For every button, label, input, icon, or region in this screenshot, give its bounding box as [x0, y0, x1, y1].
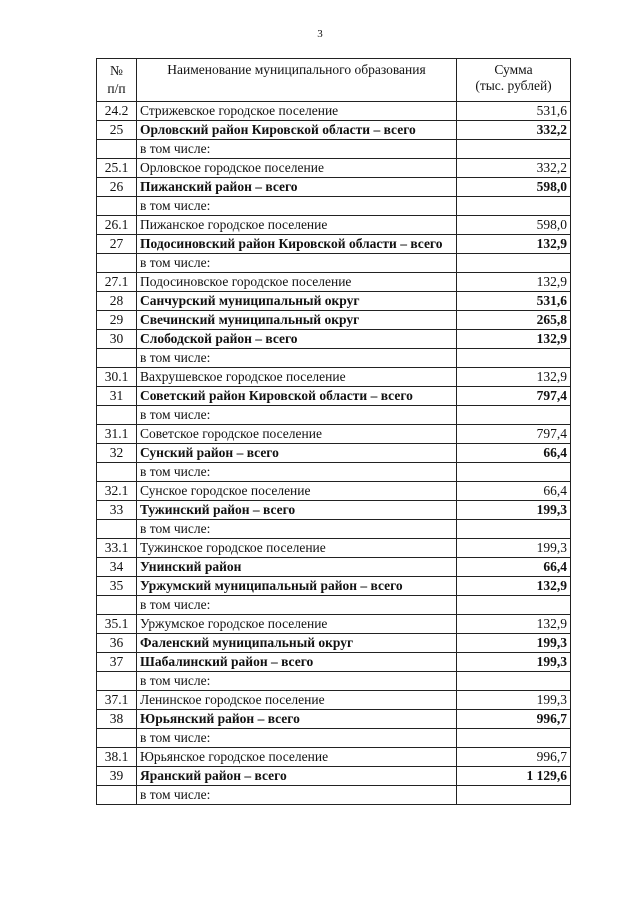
row-name: Пижанское городское поселение — [137, 216, 457, 235]
row-number — [97, 406, 137, 425]
table-row — [97, 786, 571, 805]
table-row — [97, 615, 571, 634]
row-sum — [457, 197, 571, 216]
row-number: 26.1 — [97, 216, 137, 235]
table-row — [97, 102, 571, 121]
row-sum — [457, 140, 571, 159]
row-number: 28 — [97, 292, 137, 311]
row-name: Шабалинский район – всего — [137, 653, 457, 672]
table-row — [97, 710, 571, 729]
row-name: Сунский район – всего — [137, 444, 457, 463]
row-number: 25 — [97, 121, 137, 140]
row-name: в том числе: — [137, 197, 457, 216]
table-row — [97, 216, 571, 235]
row-sum — [457, 406, 571, 425]
row-sum: 531,6 — [457, 292, 571, 311]
row-sum — [457, 672, 571, 691]
row-number: 38.1 — [97, 748, 137, 767]
row-sum — [457, 349, 571, 368]
table-header — [97, 59, 571, 102]
table-row — [97, 729, 571, 748]
row-name: Вахрушевское городское поселение — [137, 368, 457, 387]
row-number: 37.1 — [97, 691, 137, 710]
row-number: 26 — [97, 178, 137, 197]
table-row — [97, 387, 571, 406]
row-sum: 132,9 — [457, 235, 571, 254]
row-sum: 132,9 — [457, 330, 571, 349]
row-sum — [457, 463, 571, 482]
table-row — [97, 539, 571, 558]
header-name-text: Наименование муниципального образования — [167, 62, 426, 77]
row-name: в том числе: — [137, 672, 457, 691]
row-number — [97, 596, 137, 615]
row-name: Ленинское городское поселение — [137, 691, 457, 710]
table-row — [97, 691, 571, 710]
table-row — [97, 767, 571, 786]
page-number: 3 — [317, 28, 323, 40]
row-number — [97, 349, 137, 368]
row-sum: 598,0 — [457, 178, 571, 197]
row-sum: 1 129,6 — [457, 767, 571, 786]
table-row — [97, 463, 571, 482]
row-name: Подосиновский район Кировской области – всего — [137, 235, 457, 254]
row-number — [97, 520, 137, 539]
row-number: 24.2 — [97, 102, 137, 121]
table-row — [97, 121, 571, 140]
row-number: 29 — [97, 311, 137, 330]
table-row — [97, 748, 571, 767]
row-sum: 797,4 — [457, 425, 571, 444]
table-row — [97, 596, 571, 615]
row-name: Советское городское поселение — [137, 425, 457, 444]
table-row — [97, 425, 571, 444]
row-sum: 66,4 — [457, 482, 571, 501]
row-sum — [457, 729, 571, 748]
row-number — [97, 463, 137, 482]
table-row — [97, 235, 571, 254]
table-row — [97, 444, 571, 463]
row-number: 32.1 — [97, 482, 137, 501]
header-number — [97, 59, 137, 102]
row-number: 35.1 — [97, 615, 137, 634]
row-name: в том числе: — [137, 463, 457, 482]
row-sum: 265,8 — [457, 311, 571, 330]
row-sum: 199,3 — [457, 691, 571, 710]
row-name: Тужинское городское поселение — [137, 539, 457, 558]
table-row — [97, 501, 571, 520]
row-number: 33 — [97, 501, 137, 520]
row-number — [97, 672, 137, 691]
row-sum: 199,3 — [457, 634, 571, 653]
header-number-text: № п/п — [107, 63, 126, 96]
row-number: 33.1 — [97, 539, 137, 558]
table-row — [97, 368, 571, 387]
row-name: Свечинский муниципальный округ — [137, 311, 457, 330]
row-name: Унинский район — [137, 558, 457, 577]
table-row — [97, 140, 571, 159]
row-sum: 797,4 — [457, 387, 571, 406]
row-number: 31 — [97, 387, 137, 406]
row-name: Стрижевское городское поселение — [137, 102, 457, 121]
row-name: в том числе: — [137, 520, 457, 539]
table-row — [97, 520, 571, 539]
row-sum: 132,9 — [457, 368, 571, 387]
row-name: Орловское городское поселение — [137, 159, 457, 178]
row-sum — [457, 520, 571, 539]
row-sum — [457, 786, 571, 805]
table-row — [97, 178, 571, 197]
row-name: Советский район Кировской области – всего — [137, 387, 457, 406]
row-number — [97, 254, 137, 273]
row-number: 39 — [97, 767, 137, 786]
row-number — [97, 786, 137, 805]
row-name: Санчурский муниципальный округ — [137, 292, 457, 311]
row-number: 37 — [97, 653, 137, 672]
row-name: Подосиновское городское поселение — [137, 273, 457, 292]
row-name: Орловский район Кировской области – всего — [137, 121, 457, 140]
row-name: Юрьянский район – всего — [137, 710, 457, 729]
row-sum: 199,3 — [457, 653, 571, 672]
row-name: в том числе: — [137, 786, 457, 805]
header-name — [137, 59, 457, 102]
row-sum: 996,7 — [457, 748, 571, 767]
row-name: Юрьянское городское поселение — [137, 748, 457, 767]
row-name: Сунское городское поселение — [137, 482, 457, 501]
table-row — [97, 577, 571, 596]
row-number: 25.1 — [97, 159, 137, 178]
row-name: в том числе: — [137, 729, 457, 748]
row-name: в том числе: — [137, 349, 457, 368]
row-sum: 132,9 — [457, 615, 571, 634]
row-name: в том числе: — [137, 254, 457, 273]
table-row — [97, 159, 571, 178]
table-row — [97, 311, 571, 330]
row-name: Яранский район – всего — [137, 767, 457, 786]
row-sum: 598,0 — [457, 216, 571, 235]
row-name: в том числе: — [137, 596, 457, 615]
row-number: 30 — [97, 330, 137, 349]
row-name: Тужинский район – всего — [137, 501, 457, 520]
row-sum: 132,9 — [457, 577, 571, 596]
table-row — [97, 653, 571, 672]
table-row — [97, 406, 571, 425]
row-sum: 332,2 — [457, 121, 571, 140]
table-row — [97, 292, 571, 311]
row-number: 32 — [97, 444, 137, 463]
header-sum-text: Сумма (тыс. рублей) — [475, 62, 552, 93]
row-number: 36 — [97, 634, 137, 653]
row-sum: 132,9 — [457, 273, 571, 292]
table-row — [97, 558, 571, 577]
row-name: в том числе: — [137, 140, 457, 159]
table-row — [97, 349, 571, 368]
row-number — [97, 729, 137, 748]
row-sum — [457, 596, 571, 615]
table-row — [97, 254, 571, 273]
row-number: 31.1 — [97, 425, 137, 444]
row-number: 35 — [97, 577, 137, 596]
row-sum — [457, 254, 571, 273]
row-number: 34 — [97, 558, 137, 577]
row-sum: 199,3 — [457, 539, 571, 558]
row-number: 27 — [97, 235, 137, 254]
header-row — [97, 59, 571, 102]
row-sum: 66,4 — [457, 558, 571, 577]
municipal-sums-table — [96, 58, 571, 805]
row-number: 38 — [97, 710, 137, 729]
row-number: 27.1 — [97, 273, 137, 292]
row-name: Уржумское городское поселение — [137, 615, 457, 634]
table-row — [97, 197, 571, 216]
table-row — [97, 482, 571, 501]
table-row — [97, 330, 571, 349]
row-sum: 66,4 — [457, 444, 571, 463]
row-number — [97, 197, 137, 216]
row-name: Пижанский район – всего — [137, 178, 457, 197]
row-name: Уржумский муниципальный район – всего — [137, 577, 457, 596]
table-row — [97, 634, 571, 653]
row-sum: 199,3 — [457, 501, 571, 520]
row-name: Фаленский муниципальный округ — [137, 634, 457, 653]
row-sum: 996,7 — [457, 710, 571, 729]
header-sum — [457, 59, 571, 102]
row-number — [97, 140, 137, 159]
row-sum: 332,2 — [457, 159, 571, 178]
row-number: 30.1 — [97, 368, 137, 387]
table-row — [97, 273, 571, 292]
row-name: Слободской район – всего — [137, 330, 457, 349]
table-body — [97, 102, 571, 805]
row-name: в том числе: — [137, 406, 457, 425]
row-sum: 531,6 — [457, 102, 571, 121]
table-row — [97, 672, 571, 691]
